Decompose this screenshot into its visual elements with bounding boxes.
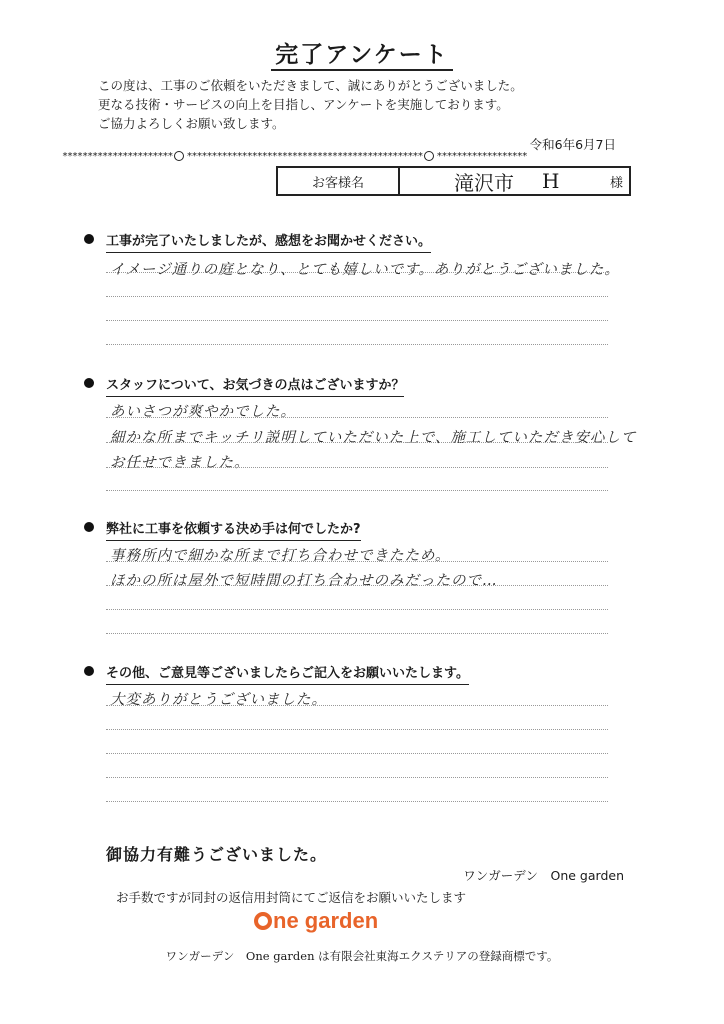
logo-o-mark-icon <box>254 912 272 930</box>
question-4: その他、ご意見等ございましたらご記入をお願いいたします。 <box>84 662 469 681</box>
return-note: お手数ですが同封の返信用封筒にてご返信をお願いいたします <box>116 890 467 905</box>
bullet-icon <box>84 234 94 244</box>
answer-rule <box>106 272 608 273</box>
logo-text: ne garden <box>273 908 379 933</box>
answer-2-line-2: 細かな所までキッチリ説明していただいた上で、施工していただき安心して <box>110 430 637 446</box>
answer-rule <box>106 729 608 730</box>
intro-line: ご協力よろしくお願い致します。 <box>98 116 285 131</box>
answer-rule <box>106 296 608 297</box>
answer-rule <box>106 801 608 802</box>
customer-city: 滝沢市 <box>454 170 514 195</box>
answer-rule <box>106 442 608 443</box>
question-2: スタッフについて、お気づきの点はございますか？ <box>84 374 404 393</box>
answer-2-line-1: あいさつが爽やかでした。 <box>110 404 296 420</box>
answer-rule <box>106 705 608 706</box>
answer-rule <box>106 467 608 468</box>
bullet-icon <box>84 522 94 532</box>
answer-rule <box>106 633 608 634</box>
star-divider: ********************** *********************************************** ****************** <box>62 151 527 162</box>
answer-rule <box>106 777 608 778</box>
circle-mark-icon <box>424 151 434 161</box>
answer-rule <box>106 585 608 586</box>
answer-rule <box>106 417 608 418</box>
question-3: 弊社に工事を依頼する決め手は何でしたか? <box>84 518 361 537</box>
intro-line: この度は、工事のご依頼をいただきまして、誠にありがとうございました。 <box>98 78 523 93</box>
customer-honorific: 様 <box>609 175 623 191</box>
answer-rule <box>106 320 608 321</box>
answer-rule <box>106 344 608 345</box>
customer-name-box <box>276 166 631 196</box>
bullet-icon <box>84 378 94 388</box>
answer-3-line-1: 事務所内で細かな所まで打ち合わせできたため。 <box>110 548 451 564</box>
answer-4-line-1: 大変ありがとうございました。 <box>110 692 327 708</box>
question-1: 工事が完了いたしましたが、感想をお聞かせください。 <box>84 230 431 249</box>
trademark-notice: ワンガーデン One garden は有限会社東海エクステリアの登録商標です。 <box>165 949 559 963</box>
answer-2-line-3: お任せできました。 <box>110 455 250 471</box>
answer-rule <box>106 753 608 754</box>
bullet-icon <box>84 666 94 676</box>
answer-rule <box>106 490 608 491</box>
company-name: ワンガーデン One garden <box>463 868 624 883</box>
answer-3-line-2: ほかの所は屋外で短時間の打ち合わせのみだったので… <box>110 573 498 589</box>
customer-label: お客様名 <box>278 168 400 194</box>
answer-1-line-1: イメージ通りの庭となり、とても嬉しいです。ありがとうございました。 <box>110 262 620 278</box>
answer-rule <box>106 609 608 610</box>
intro-line: 更なる技術・サービスの向上を目指し、アンケートを実施しております。 <box>98 97 509 112</box>
intro-text <box>98 76 523 133</box>
circle-mark-icon <box>174 151 184 161</box>
answer-rule <box>106 561 608 562</box>
survey-date: 令和6年6月7日 <box>529 137 616 152</box>
customer-value <box>400 168 629 194</box>
customer-initial: H <box>542 169 560 193</box>
page-title: 完了アンケート <box>0 36 724 69</box>
one-garden-logo <box>254 908 378 934</box>
closing-thanks: 御協力有難うございました。 <box>106 845 328 864</box>
